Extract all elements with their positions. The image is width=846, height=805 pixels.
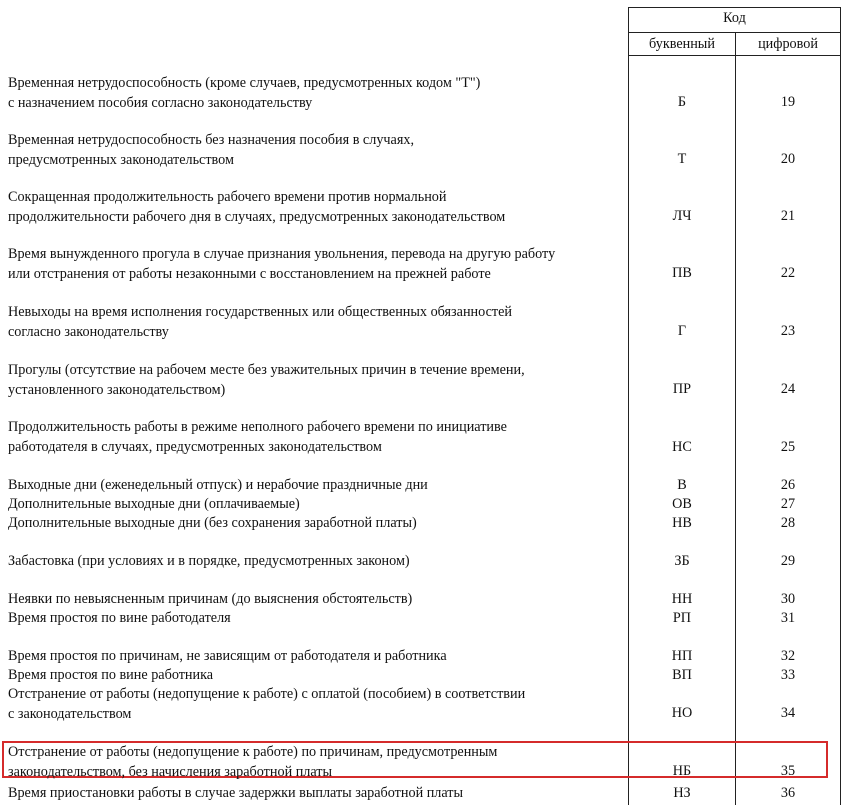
row-description: Время простоя по вине работодателя [8,610,231,626]
column-divider [735,32,736,805]
row-letter-code: НЗ [673,785,691,801]
header-digit-code: цифровой [758,36,818,52]
row-description: Дополнительные выходные дни (без сохранения заработной платы) [8,515,417,531]
row-digit-code: 26 [780,477,796,493]
row-description: Временная нетрудоспособность (кроме случаев, предусмотренных кодом "Т") с назначением пособия согласно законодательству [8,75,481,111]
row-digit-code: 19 [780,94,796,110]
row-letter-code: Т [677,151,687,167]
row-description: Отстранение от работы (недопущение к работе) с оплатой (пособием) в соответствии с законодательством [8,686,526,722]
header-letter-code: буквенный [649,36,715,52]
row-digit-code: 22 [780,265,796,281]
row-letter-code: ОВ [672,496,692,512]
row-letter-code: ЛЧ [672,208,692,224]
row-digit-code: 25 [780,439,796,455]
row-letter-code: В [677,477,687,493]
row-description-highlighted: Отстранение от работы (недопущение к работе) по причинам, предусмотренным законодательством, без начисления заработной платы [8,744,498,780]
row-letter-code: НП [671,648,693,664]
row-digit-code: 20 [780,151,796,167]
row-digit-code: 23 [780,323,796,339]
row-description: Время приостановки работы в случае задержки выплаты заработной платы [8,785,464,801]
row-description: Невыходы на время исполнения государственных или общественных обязанностей согласно законодательству [8,304,512,340]
row-digit-code: 27 [780,496,796,512]
row-letter-code: ПР [672,381,692,397]
row-letter-code: Г [677,323,687,339]
row-description: Выходные дни (еженедельный отпуск) и нерабочие праздничные дни [8,477,428,493]
row-digit-code: 29 [780,553,796,569]
row-digit-code: 31 [780,610,796,626]
row-digit-code: 21 [780,208,796,224]
row-letter-code: НБ [672,763,692,779]
row-letter-code: ПВ [672,265,692,281]
row-letter-code: НО [671,705,693,721]
header-bottom-border [628,55,841,56]
row-description: Время простоя по причинам, не зависящим от работодателя и работника [8,648,447,664]
row-digit-code: 24 [780,381,796,397]
row-description: Неявки по невыясненным причинам (до выяснения обстоятельств) [8,591,413,607]
row-digit-code: 33 [780,667,796,683]
row-letter-code: НВ [672,515,692,531]
row-description: Сокращенная продолжительность рабочего времени против нормальной продолжительности рабочего дня в случаях, предусмотренных законодательством [8,189,506,225]
row-description: Прогулы (отсутствие на рабочем месте без уважительных причин в течение времени, установленного законодательством) [8,362,525,398]
row-description: Дополнительные выходные дни (оплачиваемые) [8,496,300,512]
row-digit-code: 28 [780,515,796,531]
row-letter-code: ВП [672,667,692,683]
row-digit-code: 34 [780,705,796,721]
row-description: Забастовка (при условиях и в порядке, предусмотренных законом) [8,553,410,569]
row-description: Продолжительность работы в режиме неполного рабочего времени по инициативе работодателя в случаях, предусмотренных законодательством [8,419,507,455]
header-divider [628,32,841,33]
row-letter-code: Б [677,94,687,110]
row-digit-code: 30 [780,591,796,607]
row-digit-code: 35 [780,763,796,779]
row-letter-code: ЗБ [674,553,690,569]
table-top-border [628,7,841,8]
row-digit-code: 36 [780,785,796,801]
row-digit-code: 32 [780,648,796,664]
header-code: Код [723,10,746,26]
row-description: Временная нетрудоспособность без назначения пособия в случаях, предусмотренных законодательством [8,132,415,168]
row-letter-code: НС [672,439,692,455]
row-description: Время простоя по вине работника [8,667,214,683]
row-letter-code: РП [672,610,692,626]
row-letter-code: НН [671,591,693,607]
row-description: Время вынужденного прогула в случае признания увольнения, перевода на другую работу или отстранения от работы незаконными с восстановлением на прежней работе [8,246,556,282]
